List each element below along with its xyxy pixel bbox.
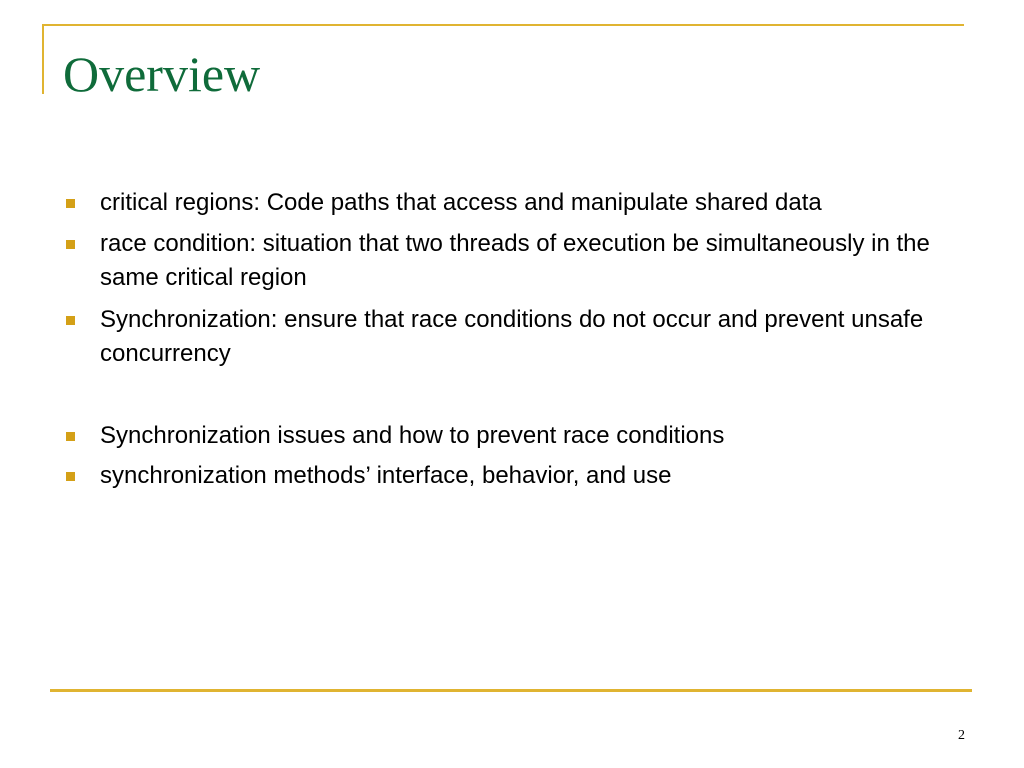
bullet-text: race condition: situation that two threads of execution be simultaneously in the same critical region [100, 230, 930, 291]
left-rule [42, 24, 44, 94]
bullet-text: critical regions: Code paths that access and manipulate shared data [100, 189, 822, 216]
square-bullet-icon [66, 432, 75, 441]
square-bullet-icon [66, 240, 75, 249]
square-bullet-icon [66, 199, 75, 208]
bullet-text: Synchronization issues and how to prevent race conditions [100, 422, 725, 449]
bottom-rule [50, 689, 972, 692]
bullet-text: Synchronization: ensure that race conditions do not occur and prevent unsafe concurrency [100, 306, 924, 367]
square-bullet-icon [66, 472, 75, 481]
square-bullet-icon [66, 316, 75, 325]
bullet-text: synchronization methods’ interface, behavior, and use [100, 462, 672, 489]
page-number: 2 [958, 728, 965, 743]
slide-title: Overview [63, 46, 261, 102]
top-rule [42, 24, 964, 26]
